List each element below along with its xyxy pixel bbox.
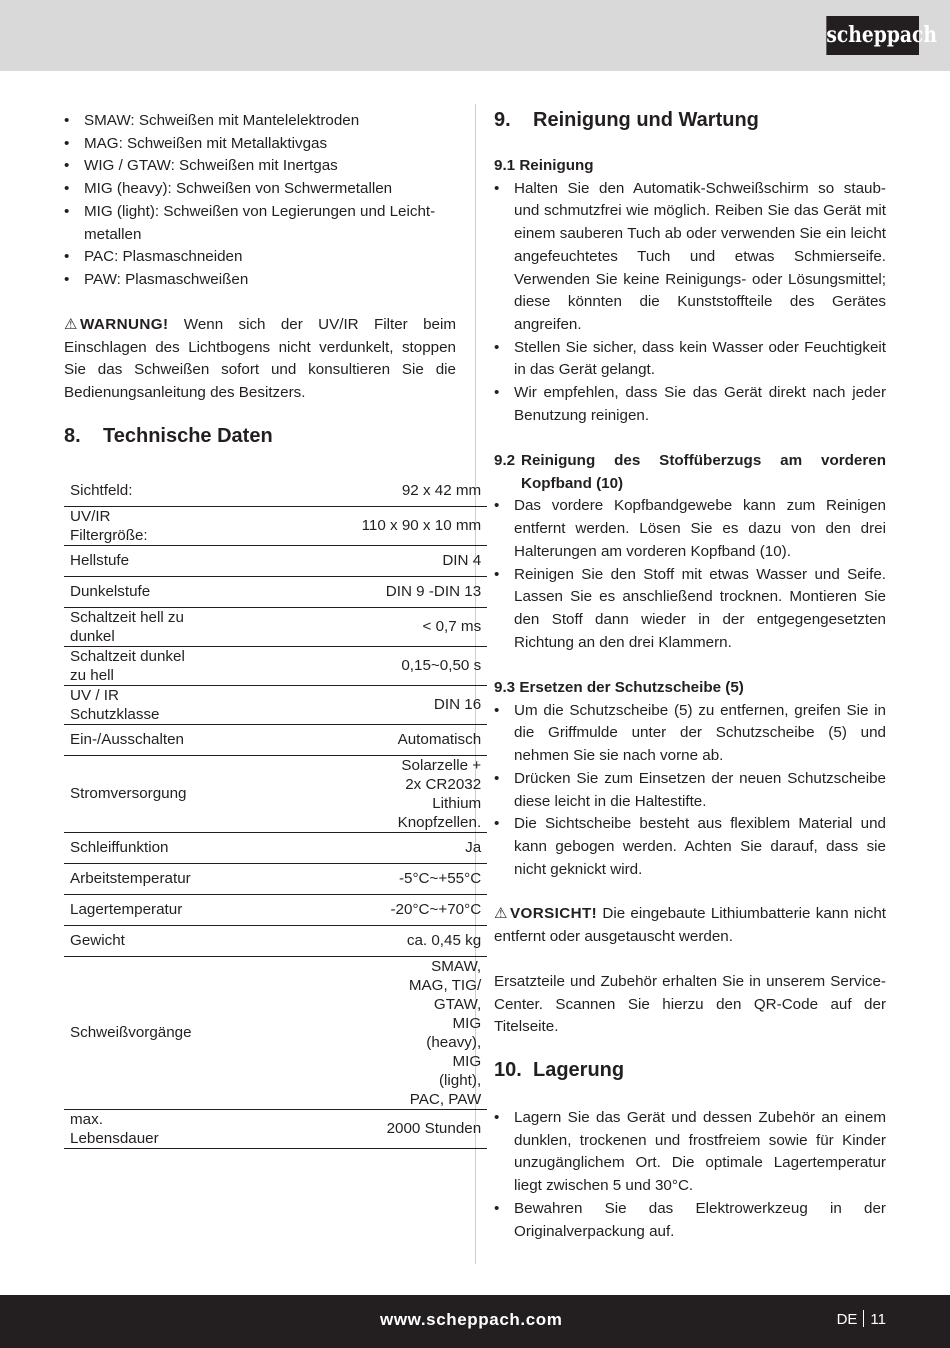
- spec-value: SMAW, MAG, TIG/ GTAW, MIG (heavy), MIG (light), PAC, PAW: [198, 956, 488, 1109]
- subsection-9-1-title: 9.1 Reinigung: [494, 157, 594, 174]
- spec-value: 92 x 42 mm: [198, 475, 488, 506]
- section-8-heading: 8. Technische Daten: [64, 425, 273, 447]
- spec-label: Lagertemperatur: [64, 894, 198, 925]
- table-row: [64, 755, 487, 832]
- spec-value: < 0,7 ms: [198, 607, 488, 646]
- spec-value: -5°C~+55°C: [198, 863, 488, 894]
- table-row: [64, 607, 487, 646]
- table-row: [64, 925, 487, 956]
- shield-replace-list: [494, 700, 886, 882]
- tech-data-table: [64, 475, 487, 1149]
- section-9-1: [494, 155, 886, 427]
- spec-value: 2000 Stunden: [198, 1109, 488, 1148]
- spec-value: 0,15~0,50 s: [198, 646, 488, 685]
- caution-paragraph: ⚠ VORSICHT! Die eingebaute Lithiumbatterie kann nicht entfernt oder ausgetauscht werden.: [494, 905, 886, 945]
- spec-label: UV/IR Filtergröße:: [64, 506, 198, 545]
- list-item: • MIG (heavy): Schweißen von Schwermetallen: [64, 180, 393, 198]
- spec-label: Stromversorgung: [64, 755, 198, 832]
- list-item: • Halten Sie den Automatik-Schweißschirm so staub- und schmutzfrei wie möglich. Reiben Sie das Gerät mit einem sauberen Tuch ab oder verwenden Sie ein leicht angefeuchtetes Tuch und etwas Schmierseife. Verwenden Sie keine Reinigungs- oder Lösungsmittel; diese könnten die Kunststoffteile des Gerätes angreifen.: [494, 179, 886, 333]
- spec-label: Schaltzeit dunkel zu hell: [64, 646, 198, 685]
- spec-value: 110 x 90 x 10 mm: [198, 506, 488, 545]
- list-item: • Die Sichtscheibe besteht aus flexiblem Material und kann gebogen werden. Achten Sie darauf, dass sie nicht geknickt wird.: [494, 815, 886, 878]
- page-header: [0, 0, 950, 71]
- list-item: • Stellen Sie sicher, dass kein Wasser oder Feuchtigkeit in das Gerät gelangt.: [494, 338, 886, 379]
- table-row: [64, 685, 487, 724]
- spec-label: Hellstufe: [64, 545, 198, 576]
- table-row: [64, 956, 487, 1109]
- table-row: [64, 832, 487, 863]
- table-row: [64, 894, 487, 925]
- list-item: • Wir empfehlen, dass Sie das Gerät direkt nach jeder Benutzung reinigen.: [494, 384, 886, 424]
- fabric-cleaning-list: [494, 495, 886, 654]
- spec-label: Sichtfeld:: [64, 475, 198, 506]
- spec-label: Gewicht: [64, 925, 198, 956]
- spec-label: Schweißvorgänge: [64, 956, 198, 1109]
- section-9-heading: 9. Reinigung und Wartung: [494, 109, 759, 131]
- warning-triangle-icon: ⚠: [494, 905, 508, 922]
- table-row: [64, 863, 487, 894]
- spare-parts-paragraph: Ersatzteile und Zubehör erhalten Sie in unserem Service-Center. Scannen Sie hierzu den QR-Code auf der Titelseite.: [494, 973, 886, 1036]
- list-item: • PAC: Plasmaschneiden: [64, 248, 243, 266]
- spec-value: DIN 4: [198, 545, 488, 576]
- spec-label: Dunkelstufe: [64, 576, 198, 607]
- list-item: • Um die Schutzscheibe (5) zu entfernen, greifen Sie in die Griffmulde unter der Schutzscheibe (5) und nehmen Sie sie nach vorne ab.: [494, 701, 886, 765]
- spec-label: UV / IR Schutzklasse: [64, 685, 198, 724]
- spec-value: Solarzelle + 2x CR2032 Lithium Knopfzellen.: [198, 755, 488, 832]
- storage-list: [494, 1107, 886, 1243]
- subsection-9-2-title: 9.2 Reinigung des Stoffüberzugs am vorderen Kopfband (10): [494, 452, 886, 492]
- list-item: • SMAW: Schweißen mit Mantelelektroden: [64, 112, 360, 129]
- warning-paragraph: ⚠ WARNUNG! Wenn sich der UV/IR Filter beim Einschlagen des Lichtbogens nicht verdunkelt, stoppen Sie das Schweißen sofort und konsultieren Sie die Bedienungsanleitung des Besitzers.: [64, 316, 456, 402]
- cleaning-list: [494, 178, 886, 428]
- list-item: • Reinigen Sie den Stoff mit etwas Wasser und Seife. Lassen Sie es anschließend trocknen. Montieren Sie den Stoff dann wieder in der entgegengesetzten Richtung an den drei Klammern.: [494, 565, 886, 651]
- section-10-heading: 10. Lagerung: [494, 1059, 625, 1081]
- table-row: [64, 646, 487, 685]
- spec-label: Schleiffunktion: [64, 832, 198, 863]
- table-row: [64, 724, 487, 755]
- page-footer: [0, 1295, 950, 1348]
- table-row: [64, 1109, 487, 1148]
- spec-label: Arbeitstemperatur: [64, 863, 198, 894]
- list-item: • MIG (light): Schweißen von Legierungen und Leicht-metallen: [64, 202, 436, 243]
- spec-value: DIN 16: [198, 685, 488, 724]
- spec-label: Schaltzeit hell zu dunkel: [64, 607, 198, 646]
- process-list: [64, 110, 456, 292]
- subsection-9-3-title: 9.3 Ersetzen der Schutzscheibe (5): [494, 679, 744, 696]
- list-item: • Drücken Sie zum Einsetzen der neuen Schutzscheibe diese leicht in die Haltestifte.: [494, 769, 886, 810]
- spec-label: max. Lebensdauer: [64, 1109, 198, 1148]
- spec-value: Automatisch: [198, 724, 488, 755]
- spec-value: ca. 0,45 kg: [198, 925, 488, 956]
- section-9-3: [494, 677, 886, 881]
- list-item: • WIG / GTAW: Schweißen mit Inertgas: [64, 157, 338, 175]
- page-number: DE 11: [836, 1311, 886, 1328]
- list-item: • PAW: Plasmaschweißen: [64, 270, 249, 288]
- spec-value: DIN 9 -DIN 13: [198, 576, 488, 607]
- table-row: [64, 475, 487, 506]
- brand-logo: scheppach: [826, 16, 919, 55]
- list-item: • Bewahren Sie das Elektrowerkzeug in der Originalverpackung auf.: [494, 1199, 886, 1240]
- spec-value: -20°C~+70°C: [198, 894, 488, 925]
- spec-value: Ja: [198, 832, 488, 863]
- table-row: [64, 576, 487, 607]
- list-item: • Lagern Sie das Gerät und dessen Zubehör an einem dunklen, trockenen und frostfreiem sowie für Kinder unzugänglichem Ort. Die optimale Lagertemperatur liegt zwischen 5 und 30°C.: [494, 1109, 886, 1195]
- section-9-2: [494, 450, 886, 654]
- warning-triangle-icon: ⚠: [64, 316, 78, 333]
- table-row: [64, 506, 487, 545]
- list-item: • Das vordere Kopfbandgewebe kann zum Reinigen entfernt werden. Lösen Sie es dazu von den drei Halterungen am vorderen Kopfband (10).: [494, 497, 886, 560]
- website-link[interactable]: www.scheppach.com: [380, 1310, 563, 1329]
- list-item: • MAG: Schweißen mit Metallaktivgas: [64, 134, 328, 152]
- spec-label: Ein-/Ausschalten: [64, 724, 198, 755]
- table-row: [64, 545, 487, 576]
